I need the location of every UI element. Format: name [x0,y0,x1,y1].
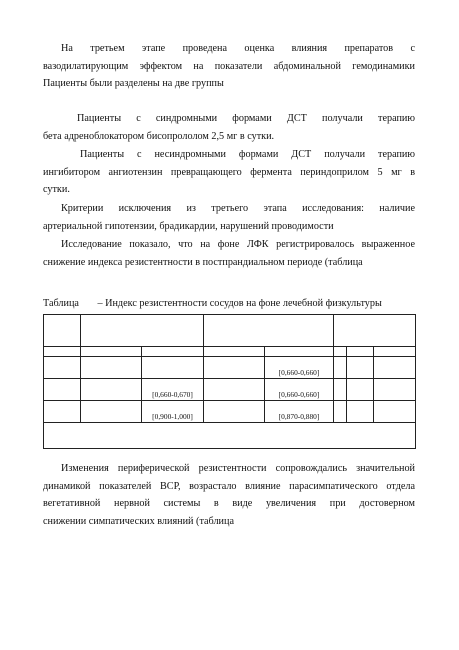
table-cell [44,423,416,449]
table-cell [81,357,142,379]
text-line: бета адреноблокатором бисопрололом 2,5 мг в сутки. [43,130,275,142]
table-cell [347,347,374,357]
text-line: артериальной гипотензии, брадикардии, нарушений проводимости [43,220,334,232]
table-cell [142,357,204,379]
text-line: сутки. [43,184,70,195]
table-header-row [44,315,416,347]
table-cell [374,379,416,401]
paragraph-syndromic-group [43,110,415,145]
text-line [43,513,415,531]
table-cell [347,357,374,379]
text-line: Пациенты с синдромными формами ДСТ получали терапию [77,113,415,124]
table-cell [265,357,334,379]
table-cell [334,347,347,357]
resistance-index-table [43,314,416,449]
table-cell [334,379,347,401]
text-line: вегетативной нервной системы в виде увеличения при достоверном [43,498,415,509]
table-cell [347,401,374,423]
paragraph-stage-three [43,40,415,93]
table-row [44,357,416,379]
text-line: вазодилатирующим эффектом на показатели абдоминальной гемодинамики [43,60,415,72]
table-cell [44,401,81,423]
table-cell [374,357,416,379]
text-line: Критерии исключения из третьего этапа исследования: наличие [61,203,415,214]
table-cell [81,315,204,347]
table-cell [204,357,265,379]
table-cell [142,401,204,423]
table-caption-text: – Индекс резистентности сосудов на фоне лечебной физкультуры [97,298,382,309]
table-cell [265,379,334,401]
table-row [44,401,416,423]
table-cell [334,315,416,347]
table-cell [204,401,265,423]
table-cell [44,379,81,401]
table-cell [142,379,204,401]
table-cell [44,347,81,357]
table-cell [81,347,142,357]
text-line: ингибитором ангиотензин превращающего фермента периндоприлом 5 мг в [43,166,415,178]
paragraph-nonsyndromic-group [43,146,415,199]
text-line: Пациенты с несиндромными формами ДСТ получали терапию [80,149,415,160]
table-cell [374,401,416,423]
table-caption-label: Таблица [43,298,79,309]
table-row [44,379,416,401]
table-cell [44,357,81,379]
paragraph-study-result [43,236,415,271]
paragraph-exclusion-criteria [43,200,415,235]
table-caption [43,297,415,311]
text-line: На третьем этапе проведена оценка влияния препаратов с [61,43,415,54]
table-cell [142,347,204,357]
text-fragment: снижении симпатических влияний (таблица [43,515,234,527]
table-subheader-row [44,347,416,357]
table-cell [81,401,142,423]
paragraph-hrv-changes [43,460,415,530]
text-line: снижение индекса резистентности в постпрандиальном периоде (таблица [43,256,363,268]
range-value: [0,900-1,000] [152,412,193,421]
table-cell [204,315,334,347]
range-value: [0,870-0,880] [278,412,320,421]
table-cell [347,379,374,401]
text-line: Изменения периферической резистентности сопровождались значительной [61,463,415,474]
table-cell [374,347,416,357]
text-line: Исследование показало, что на фоне ЛФК регистрировалось выраженное [61,239,415,250]
table-cell [265,347,334,357]
table-cell [81,379,142,401]
table-cell [44,315,81,347]
text-line: Пациенты были разделены на две группы [43,78,224,89]
range-value: [0,660-0,660] [278,390,320,399]
text-line: динамикой показателей ВСР, возрастало влияние парасимпатического отдела [43,480,415,492]
table-cell [265,401,334,423]
range-value: [0,660-0,670] [152,390,193,399]
table-cell [204,347,265,357]
range-value: [0,660-0,660] [278,368,320,377]
table-cell [204,379,265,401]
table-footer-row [44,423,416,449]
table-cell [334,357,347,379]
table-cell [334,401,347,423]
